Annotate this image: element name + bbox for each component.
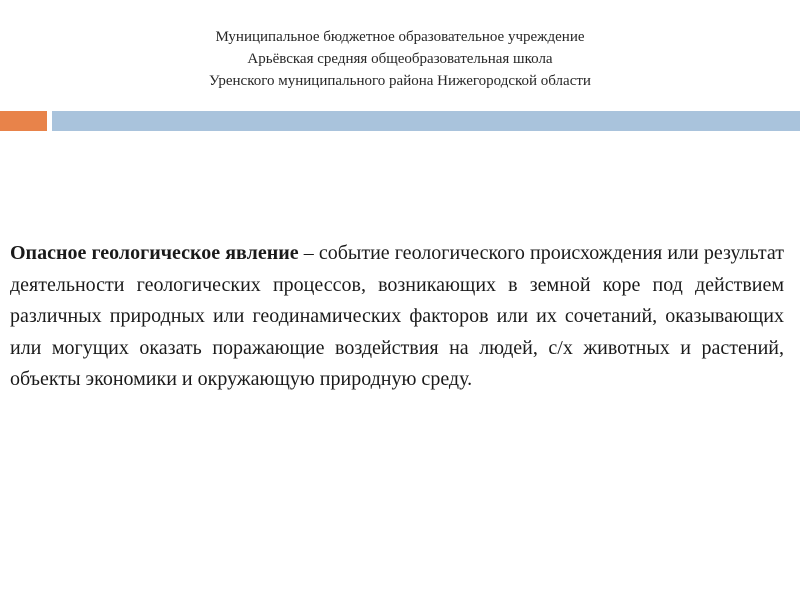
definition-paragraph — [10, 238, 784, 396]
orange-accent-bar — [0, 111, 47, 131]
header-line-1: Муниципальное бюджетное образовательное учреждение — [215, 29, 585, 45]
blue-divider-bar — [52, 111, 800, 131]
header-line-3: Уренского муниципального района Нижегородской области — [209, 73, 591, 89]
header-line-2: Арьёвская средняя общеобразовательная школа — [247, 51, 553, 67]
institution-header — [0, 26, 800, 92]
definition-text: – событие геологического происхождения или результат деятельности геологических процессов, возникающих в земной коре под действием различных природных или геодинамических факторов или их сочетаний, оказывающих или могущих оказать поражающие воздействия на людей, с/х животных и растений, объекты экономики и окружающую природную среду. — [10, 242, 784, 390]
definition-term: Опасное геологическое явление — [10, 242, 299, 264]
